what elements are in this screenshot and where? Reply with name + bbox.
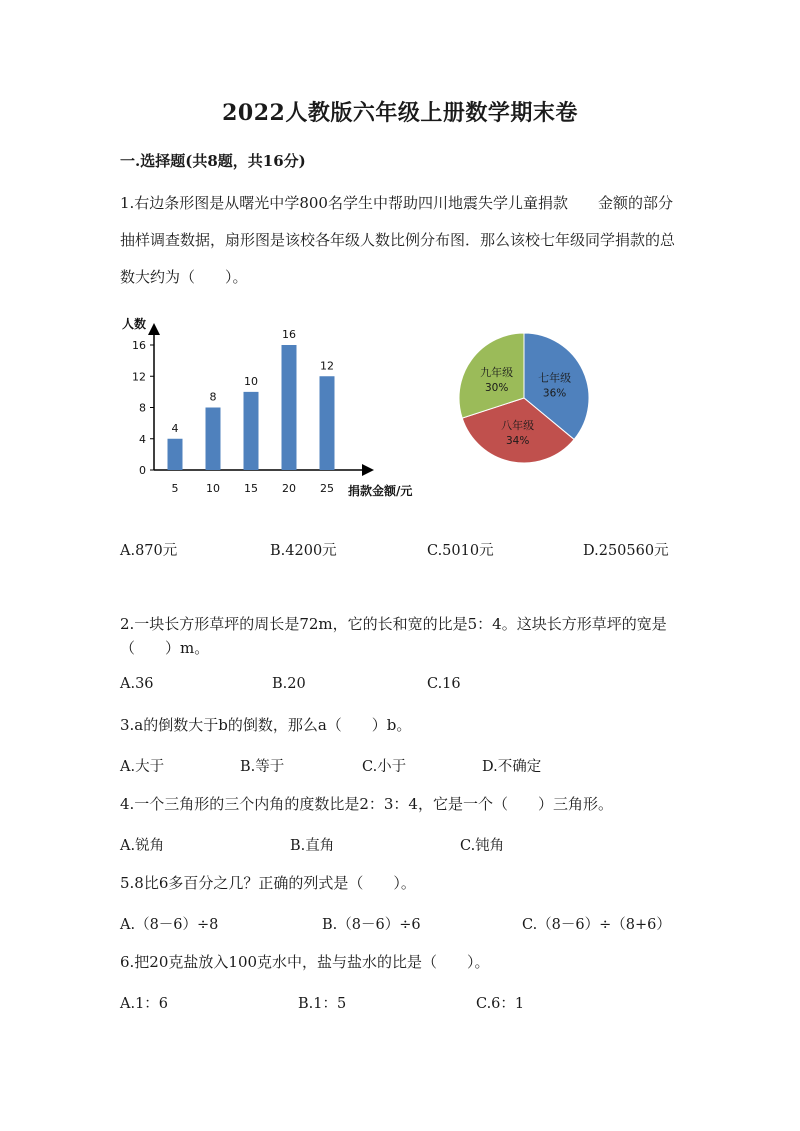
q3-option-a[interactable]: A.大于 — [120, 759, 165, 775]
q1-option-c[interactable]: C.5010元 — [427, 543, 494, 559]
y-ticks — [132, 339, 154, 477]
x-tick-label: 10 — [206, 482, 220, 495]
question-1-text: 1.右边条形图是从曙光中学800名学生中帮助四川地震失学儿童捐款 金额的部分抽样调查数据，扇形图是该校各年级人数比例分布图．那么该校七年级同学捐款的总数大约为（ ）。 — [120, 194, 676, 286]
q5-option-b[interactable]: B.（8－6）÷6 — [322, 917, 421, 933]
q1-option-d[interactable]: D.250560元 — [583, 543, 669, 559]
q2-option-b[interactable]: B.20 — [272, 676, 306, 692]
pie-slice-label: 八年级 — [501, 419, 535, 433]
question-4-text: 4.一个三角形的三个内角的度数比是2：3：4，它是一个（ ）三角形。 — [120, 795, 613, 813]
question-6-text: 6.把20克盐放入100克水中，盐与盐水的比是（ ）。 — [120, 953, 490, 971]
x-axis-label: 捐款金额/元 — [348, 484, 413, 498]
bar — [320, 376, 335, 470]
q1-option-b[interactable]: B.4200元 — [270, 543, 337, 559]
pie-slice-value: 30% — [484, 382, 509, 395]
bar — [244, 392, 259, 470]
bar-data-label: 12 — [320, 359, 334, 373]
y-tick-label: 12 — [132, 370, 146, 384]
q6-option-a[interactable]: A.1：6 — [120, 996, 169, 1012]
q4-option-c[interactable]: C.钝角 — [460, 838, 505, 854]
bar — [282, 345, 297, 470]
question-3-text: 3.a的倒数大于b的倒数，那么a（ ）b。 — [120, 716, 412, 734]
y-tick-label: 16 — [132, 339, 146, 352]
q4-option-a[interactable]: A.锐角 — [120, 838, 165, 854]
bar — [168, 439, 183, 470]
x-tick-label: 20 — [282, 482, 296, 495]
q3-option-b[interactable]: B.等于 — [240, 759, 285, 775]
pie-slice-value: 36% — [542, 387, 567, 400]
pie-slice-value: 34% — [505, 435, 530, 448]
bar — [206, 408, 221, 471]
q5-option-a[interactable]: A.（8－6）÷8 — [120, 917, 219, 933]
q2-option-c[interactable]: C.16 — [427, 676, 461, 692]
page-title: 2022人教版六年级上册数学期末卷 — [222, 100, 578, 126]
y-axis-label: 人数 — [122, 317, 147, 331]
pie-slice-label: 九年级 — [480, 366, 514, 380]
x-tick-label: 25 — [320, 482, 334, 495]
q4-option-b[interactable]: B.直角 — [290, 838, 335, 854]
q5-option-c[interactable]: C.（8－6）÷（8+6） — [522, 917, 671, 933]
bar-chart — [118, 310, 438, 500]
x-tick-label: 5 — [171, 482, 179, 495]
pie-chart — [452, 328, 596, 468]
bars — [168, 328, 335, 470]
bar-data-label: 16 — [282, 328, 296, 341]
x-ticks — [172, 482, 335, 495]
y-tick-label: 0 — [139, 464, 146, 477]
q6-option-c[interactable]: C.6：1 — [476, 996, 525, 1012]
pie-slice-label: 七年级 — [538, 371, 572, 385]
question-5-text: 5.8比6多百分之几？正确的列式是（ ）。 — [120, 874, 416, 892]
bar-data-label: 10 — [244, 374, 258, 388]
q1-option-a[interactable]: A.870元 — [120, 543, 178, 559]
x-tick-label: 15 — [244, 482, 258, 495]
q2-option-a[interactable]: A.36 — [120, 676, 154, 692]
q3-option-d[interactable]: D.不确定 — [482, 759, 542, 775]
q6-option-b[interactable]: B.1：5 — [298, 996, 347, 1012]
y-tick-label: 4 — [139, 432, 146, 446]
bar-data-label: 4 — [171, 421, 179, 435]
q3-option-c[interactable]: C.小于 — [362, 759, 407, 775]
bar-data-label: 8 — [209, 390, 217, 404]
y-tick-label: 8 — [139, 401, 146, 415]
section-header: 一.选择题(共8题，共16分) — [120, 152, 306, 170]
question-2-text: 2.一块长方形草坪的周长是72m，它的长和宽的比是5：4。这块长方形草坪的宽是（ ）m。 — [120, 615, 667, 657]
